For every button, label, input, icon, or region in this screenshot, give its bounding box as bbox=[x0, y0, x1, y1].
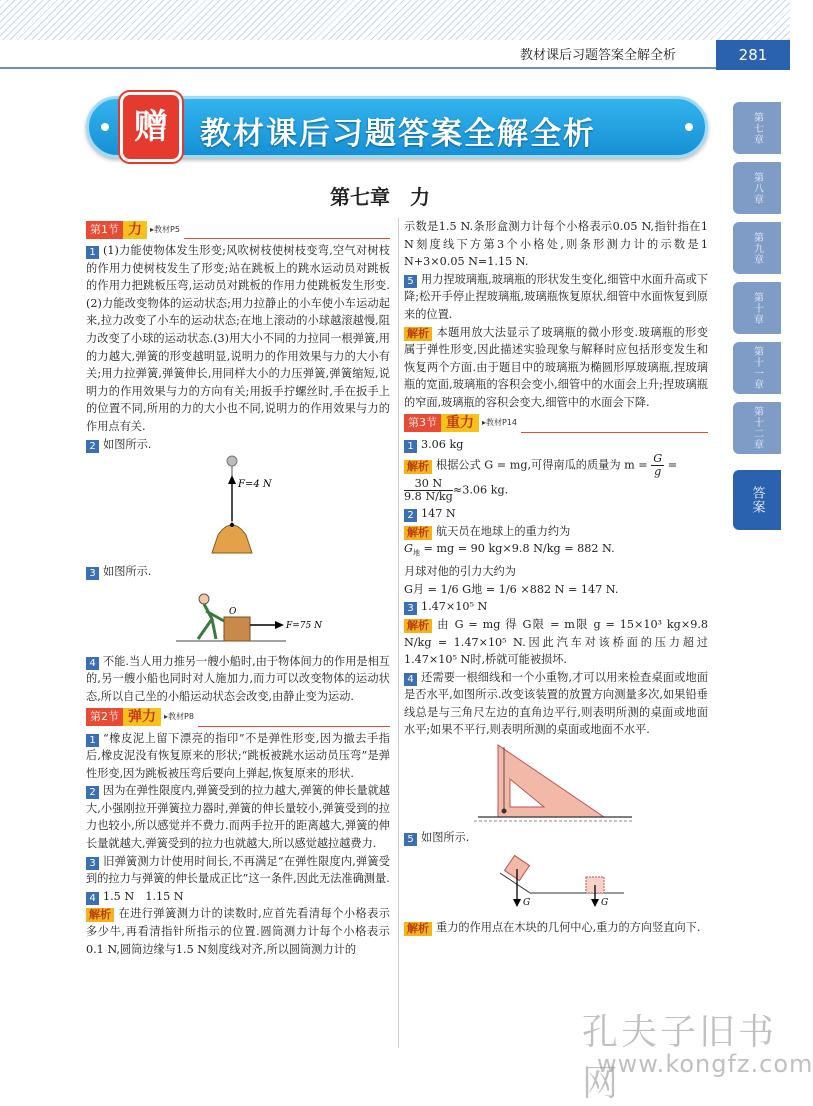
answer-text: (1)力能使物体发生形变;风吹树枝使树枝变弯,空气对树枝的作用力使树枝发生了形变;站在跳板上的跳水运动员对跳板的作用力把跳板压弯,运动员对跳板的作用力使跳板发生形变.(2)力能改变物体的运动状态;用力拉静止的小车使小车运动起来,拉力改变了小车的运动状态;在地上滚动的小球越滚越慢,阻力改变了小球的运动状态.(3)用大小不同的力拉同一根弹簧,用的力越大,弹簧的形变越明显,说明力的作用效果与力的大小有关;用力拉弹簧,弹簧伸长,用同样大小的力压弹簧,弹簧缩短,说明力的作用效果与力的方向有关;用扳手拧螺丝时,手在扳手上的位置不同,所用的力的大小也不同,说明力的作用效果与力的作用点有关. bbox=[86, 244, 390, 433]
analysis-text: 根据公式 G = mg,可得南瓜的质量为 m = bbox=[436, 458, 648, 472]
section-tag: 第2节 bbox=[86, 708, 123, 726]
formula-earth-weight bbox=[404, 540, 708, 563]
section-page-ref: ▸教材P8 bbox=[164, 712, 194, 722]
answer-text: 如图所示. bbox=[103, 565, 152, 579]
answer-s2-2 bbox=[86, 782, 390, 852]
question-number: 5 bbox=[404, 275, 417, 288]
figure-lamp bbox=[86, 453, 390, 563]
analysis-text: 在进行弹簧测力计的读数时,应首先看清每个小格表示多少牛,再看清指针所指示的位置.圆筒测力计每个小格表示0.1 N,圆筒边缘与1.5 N刻度线对齐,所以圆筒测力计的 bbox=[86, 907, 390, 956]
fraction-denominator: g bbox=[654, 465, 662, 479]
formula-text: = mg = 90 kg×9.8 N/kg = 882 N. bbox=[423, 542, 615, 556]
question-number: 3 bbox=[86, 567, 99, 580]
equals-sign: = bbox=[667, 458, 678, 472]
side-tab-ch12[interactable]: 第十二章 bbox=[733, 402, 781, 454]
result-text: ≈3.06 kg. bbox=[452, 483, 509, 497]
answer-text: 3.06 kg bbox=[421, 437, 464, 451]
question-number: 4 bbox=[86, 892, 99, 905]
analysis-tag: 解析 bbox=[404, 327, 432, 341]
moon-gravity-intro: 月球对他的引力大约为 bbox=[404, 565, 516, 579]
analysis-text: 本题用放大法显示了玻璃瓶的微小形变.玻璃瓶的形变属于弹性形变,因此描述实验现象与解释时应包括形变发生和恢复两个方面.由于题目中的玻璃瓶为椭圆形厚玻璃瓶,捏玻璃瓶的宽面,玻璃瓶的容积会变小,细管中的水面会上升;捏玻璃瓶的窄面,玻璃瓶的容积会变大,细管中的水面会下降. bbox=[404, 325, 708, 409]
analysis-text: 由 G = mg 得 G限 = m限 g = 15×10³ kg×9.8 N/kg = 1.47×10⁵ N.因此汽车对该桥面的压力超过1.47×10⁵ N时,桥就可能被损坏. bbox=[404, 617, 708, 667]
side-tab-ch11[interactable]: 第十一章 bbox=[733, 342, 781, 394]
point-label: O bbox=[229, 606, 237, 617]
analysis-tag: 解析 bbox=[86, 908, 114, 922]
analysis-text: 航天员在地球上的重力约为 bbox=[436, 524, 571, 538]
answer-text: 1.47×10⁵ N bbox=[421, 600, 488, 614]
section-underline bbox=[184, 238, 390, 239]
analysis-s2-5 bbox=[404, 324, 708, 412]
question-number: 1 bbox=[404, 440, 417, 453]
chapter-title: 第七章 力 bbox=[330, 185, 430, 209]
answer-1 bbox=[86, 242, 390, 436]
section-name: 弹力 bbox=[123, 708, 161, 726]
column-divider bbox=[398, 218, 399, 1048]
analysis-tag: 解析 bbox=[404, 619, 432, 633]
analysis-s3-2 bbox=[404, 523, 708, 541]
force-label: F=75 N bbox=[286, 620, 322, 631]
formula-symbol: G bbox=[404, 542, 413, 556]
analysis-s3-1 bbox=[404, 453, 708, 478]
question-number: 3 bbox=[404, 602, 417, 615]
figure-push bbox=[86, 581, 390, 653]
answer-s3-5 bbox=[404, 829, 708, 847]
fraction-mass bbox=[404, 478, 453, 503]
answer-text: 147 N bbox=[421, 507, 456, 521]
answer-3 bbox=[86, 563, 390, 581]
gift-badge: 赠 bbox=[120, 92, 182, 162]
answer-text: 如图所示. bbox=[103, 437, 152, 451]
side-tab-ch9[interactable]: 第九章 bbox=[733, 222, 781, 274]
analysis-s3-1-result bbox=[404, 478, 708, 503]
question-number: 4 bbox=[404, 673, 417, 686]
figure-blocks bbox=[404, 847, 708, 919]
section-name: 重力 bbox=[441, 414, 479, 432]
question-number: 1 bbox=[86, 734, 99, 747]
answer-text: 如图所示. bbox=[421, 831, 470, 845]
answer-4 bbox=[86, 653, 390, 706]
section-tag: 第1节 bbox=[86, 221, 123, 239]
section-header-2 bbox=[86, 708, 390, 727]
answer-2 bbox=[86, 436, 390, 454]
banner-dot-right bbox=[685, 123, 693, 131]
force-label: F=4 N bbox=[238, 479, 272, 491]
answer-text: 因为在弹性限度内,弹簧受到的拉力越大,弹簧的伸长量就越大,小强刚拉开弹簧拉力器时,弹簧的伸长量较小,弹簧受到的拉力也较小,所以感觉并不费力.而两手拉开的距离越大,弹簧的伸长量就越大,弹簧受到的拉力也就越大,所以感觉越拉越费力. bbox=[86, 784, 390, 851]
watermark-text: 孔夫子旧书网 bbox=[582, 1012, 778, 1104]
banner-title: 教材课后习题答案全解全析 bbox=[200, 116, 596, 152]
analysis-tag: 解析 bbox=[404, 460, 432, 474]
plumb-line-diagram bbox=[404, 739, 708, 829]
side-tab-ch8[interactable]: 第八章 bbox=[733, 162, 781, 214]
question-number: 2 bbox=[404, 509, 417, 522]
section-underline bbox=[521, 432, 708, 433]
question-number: 5 bbox=[404, 833, 417, 846]
analysis-continued: 示数是1.5 N.条形盒测力计每个小格表示0.05 N,指针指在1 N刻度线下方第3个小格处,则条形测力计的示数是1 N+3×0.05 N=1.15 N. bbox=[404, 220, 708, 269]
answer-s3-2 bbox=[404, 505, 708, 523]
section-tag: 第3节 bbox=[404, 414, 441, 432]
analysis-text: 重力的作用点在木块的几何中心,重力的方向竖直向下. bbox=[436, 920, 701, 934]
analysis-s2-4 bbox=[86, 905, 390, 958]
answer-s2-3 bbox=[86, 853, 390, 888]
question-number: 2 bbox=[86, 786, 99, 799]
header-title: 教材课后习题答案全解全析 bbox=[520, 48, 677, 63]
section-page-ref: ▸教材P5 bbox=[150, 224, 180, 234]
push-box-diagram bbox=[86, 581, 390, 653]
section-header-3 bbox=[404, 414, 708, 433]
header-rule bbox=[0, 67, 716, 69]
lamp-force-diagram bbox=[86, 453, 390, 563]
figure-triangle bbox=[404, 739, 708, 829]
fraction-G-over-g bbox=[651, 453, 664, 478]
banner-dot-left bbox=[101, 123, 109, 131]
answer-text: 1.5 N 1.15 N bbox=[103, 889, 184, 903]
fraction-denominator: 9.8 N/kg bbox=[404, 490, 453, 504]
answer-s3-4 bbox=[404, 669, 708, 739]
section-header-1 bbox=[86, 220, 390, 239]
section-name: 力 bbox=[123, 221, 147, 239]
formula-subscript: 地 bbox=[412, 549, 420, 558]
gravity-blocks-diagram bbox=[404, 847, 708, 919]
answer-s2-1 bbox=[86, 730, 390, 783]
section-underline bbox=[198, 726, 390, 727]
answer-s3-1 bbox=[404, 436, 708, 454]
formula-moon-weight: G月 = 1/6 G地 = 1/6 ×882 N = 147 N. bbox=[404, 582, 619, 596]
answer-s2-5 bbox=[404, 271, 708, 324]
side-tab-ch10[interactable]: 第十章 bbox=[733, 282, 781, 334]
question-number: 1 bbox=[86, 246, 99, 259]
analysis-s3-3 bbox=[404, 616, 708, 669]
question-number: 4 bbox=[86, 657, 99, 670]
question-number: 3 bbox=[86, 857, 99, 870]
analysis-tag: 解析 bbox=[404, 526, 432, 540]
left-column bbox=[86, 218, 390, 958]
fraction-numerator: G bbox=[653, 452, 663, 466]
fraction-numerator: 30 N bbox=[404, 478, 453, 491]
side-tab-answers[interactable]: 答案 bbox=[733, 470, 781, 530]
analysis-s3-5 bbox=[404, 919, 708, 937]
section-page-ref: ▸教材P14 bbox=[482, 418, 518, 428]
page-number: 281 bbox=[716, 40, 790, 70]
answer-text: 用力捏玻璃瓶,玻璃瓶的形状发生变化,细管中水面升高或下降;松开手停止捏玻璃瓶,玻璃瓶恢复原状,细管中水面恢复到原来的位置. bbox=[404, 272, 708, 321]
right-column bbox=[404, 218, 708, 936]
side-tab-ch7[interactable]: 第七章 bbox=[733, 102, 781, 154]
answer-s3-3 bbox=[404, 598, 708, 616]
answer-text: “橡皮泥上留下漂亮的指印”不是弹性形变,因为撤去手指后,橡皮泥没有恢复原来的形状;“跳板被跳水运动员压弯”是弹性形变,因为跳板被压弯后要向上弹起,恢复原来的形状. bbox=[86, 731, 390, 780]
answer-text: 不能.当人用力推另一艘小船时,由于物体间力的作用是相互的,另一艘小船也同时对人施加力,而力可以改变物体的运动状态,所以自己坐的小船运动状态会改变,由静止变为运动. bbox=[86, 654, 390, 703]
analysis-tag: 解析 bbox=[404, 922, 432, 936]
answer-text: 旧弹簧测力计使用时间长,不再满足“在弹性限度内,弹簧受到的拉力与弹簧的伸长量成正比”这一条件,因此无法准确测量. bbox=[86, 854, 390, 886]
answer-text: 还需要一根细线和一个小重物,才可以用来检查桌面或地面是否水平,如图所示.改变该装置的放置方向测量多次,如果铅垂线总是与三角尺左边的直角边平行,则表明所测的桌面或地面水平;如果不平行,则表明所测的桌面或地面不水平. bbox=[404, 670, 708, 737]
gravity-label-1: G bbox=[523, 897, 531, 908]
answer-s2-4 bbox=[86, 888, 390, 906]
question-number: 2 bbox=[86, 440, 99, 453]
watermark-url: www.kongfz.com bbox=[597, 1050, 813, 1078]
gravity-label-2: G bbox=[601, 897, 609, 908]
